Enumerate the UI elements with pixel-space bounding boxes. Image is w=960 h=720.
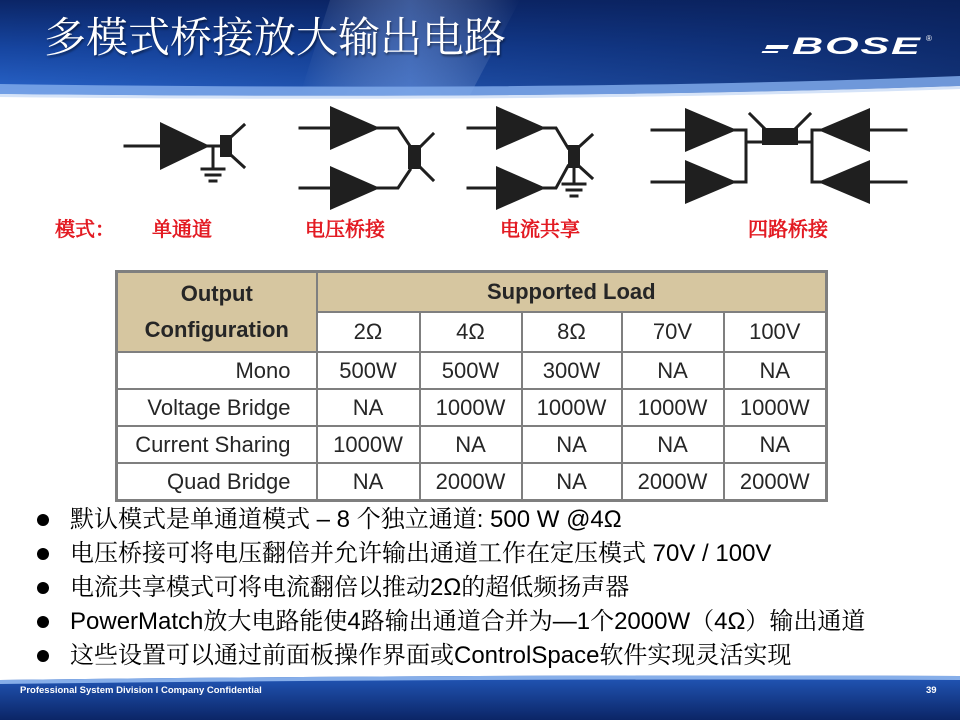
registered-mark: ® bbox=[926, 34, 932, 43]
bullet-text: 电流共享模式可将电流翻倍以推动2Ω的超低频扬声器 bbox=[70, 574, 630, 601]
amplifier-triangle-icon bbox=[496, 106, 546, 150]
voltage-bridge-amplifier-icon bbox=[300, 106, 433, 210]
amplifier-triangle-icon bbox=[330, 166, 380, 210]
bullet-text: 默认模式是单通道模式 – 8 个独立通道: 500 W @4Ω bbox=[70, 506, 622, 533]
amplifier-triangle-icon bbox=[818, 108, 870, 152]
bullet-dot-icon bbox=[37, 548, 49, 560]
load-header-4-ohm: 4Ω bbox=[420, 312, 522, 352]
bullet-dot-icon bbox=[37, 616, 49, 628]
bullet-item bbox=[0, 537, 865, 571]
speaker-icon bbox=[568, 135, 592, 178]
mode-schematics bbox=[0, 96, 960, 216]
row-label-mono: Mono bbox=[117, 352, 317, 389]
table-cell: 1000W bbox=[724, 389, 827, 426]
amplifier-triangle-icon bbox=[818, 160, 870, 204]
table-cell: 300W bbox=[522, 352, 622, 389]
bullet-item bbox=[0, 503, 865, 537]
table-cell: 500W bbox=[420, 352, 522, 389]
output-configuration-header: Output Configuration bbox=[117, 272, 317, 353]
table-cell: NA bbox=[622, 352, 724, 389]
logo-text: BOSE bbox=[792, 33, 922, 60]
table-row bbox=[117, 352, 827, 389]
table-row bbox=[117, 426, 827, 463]
bullet-dot-icon bbox=[37, 514, 49, 526]
slide-title: 多模式桥接放大输出电路 bbox=[44, 13, 507, 62]
bullet-item bbox=[0, 605, 865, 639]
bullet-item bbox=[0, 639, 865, 673]
footer-confidential-text: Professional System Division I Company Confidential bbox=[20, 685, 262, 696]
page-number: 39 bbox=[926, 685, 937, 696]
amplifier-triangle-icon bbox=[160, 122, 210, 170]
table-cell: 2000W bbox=[420, 463, 522, 501]
footer-banner bbox=[0, 674, 960, 720]
table-cell: 500W bbox=[317, 352, 420, 389]
load-header-70v: 70V bbox=[622, 312, 724, 352]
row-label-quad-bridge: Quad Bridge bbox=[117, 463, 317, 501]
table-cell: NA bbox=[317, 463, 420, 501]
table-cell: NA bbox=[622, 426, 724, 463]
table-cell: 1000W bbox=[420, 389, 522, 426]
supported-load-table bbox=[115, 270, 828, 502]
mode-label-current-sharing: 电流共享 bbox=[500, 217, 580, 241]
bose-logo bbox=[760, 30, 936, 64]
single-channel-amplifier-icon bbox=[125, 122, 244, 181]
speaker-icon bbox=[750, 114, 810, 145]
table-cell: NA bbox=[420, 426, 522, 463]
amplifier-triangle-icon bbox=[685, 160, 737, 204]
table-cell: NA bbox=[522, 463, 622, 501]
table-cell: NA bbox=[724, 426, 827, 463]
bullet-item bbox=[0, 571, 865, 605]
speaker-icon bbox=[220, 125, 244, 167]
table-cell: 2000W bbox=[622, 463, 724, 501]
logo-stripe bbox=[765, 45, 789, 49]
logo-stripe bbox=[762, 51, 779, 53]
current-sharing-amplifier-icon bbox=[468, 106, 592, 210]
bullet-dot-icon bbox=[37, 650, 49, 662]
load-header-2-ohm: 2Ω bbox=[317, 312, 420, 352]
supported-load-header: Supported Load bbox=[317, 272, 827, 313]
amplifier-triangle-icon bbox=[330, 106, 380, 150]
quad-bridge-amplifier-icon bbox=[652, 108, 906, 204]
table-cell: 1000W bbox=[317, 426, 420, 463]
load-header-8-ohm: 8Ω bbox=[522, 312, 622, 352]
bullet-text: PowerMatch放大电路能使4路输出通道合并为—1个2000W（4Ω）输出通道 bbox=[70, 608, 866, 635]
table-cell: 1000W bbox=[522, 389, 622, 426]
load-header-100v: 100V bbox=[724, 312, 827, 352]
mode-label-single-channel: 单通道 bbox=[152, 217, 212, 241]
mode-row-label: 模式： bbox=[55, 217, 115, 241]
table-header-row bbox=[117, 272, 827, 313]
bullet-text: 这些设置可以通过前面板操作界面或ControlSpace软件实现灵活实现 bbox=[70, 642, 792, 669]
mode-label-voltage-bridge: 电压桥接 bbox=[305, 217, 385, 241]
mode-label-quad-bridge: 四路桥接 bbox=[748, 217, 828, 241]
bullet-text: 电压桥接可将电压翻倍并允许输出通道工作在定压模式 70V / 100V bbox=[70, 540, 772, 567]
table-row bbox=[117, 389, 827, 426]
amplifier-triangle-icon bbox=[496, 166, 546, 210]
bullet-dot-icon bbox=[37, 582, 49, 594]
table-cell: 2000W bbox=[724, 463, 827, 501]
row-label-current-sharing: Current Sharing bbox=[117, 426, 317, 463]
table-cell: NA bbox=[317, 389, 420, 426]
amplifier-triangle-icon bbox=[685, 108, 737, 152]
table-cell: 1000W bbox=[622, 389, 724, 426]
speaker-icon bbox=[408, 134, 433, 180]
row-label-voltage-bridge: Voltage Bridge bbox=[117, 389, 317, 426]
table-row bbox=[117, 463, 827, 501]
bullet-list bbox=[0, 503, 865, 673]
table-cell: NA bbox=[522, 426, 622, 463]
table-cell: NA bbox=[724, 352, 827, 389]
